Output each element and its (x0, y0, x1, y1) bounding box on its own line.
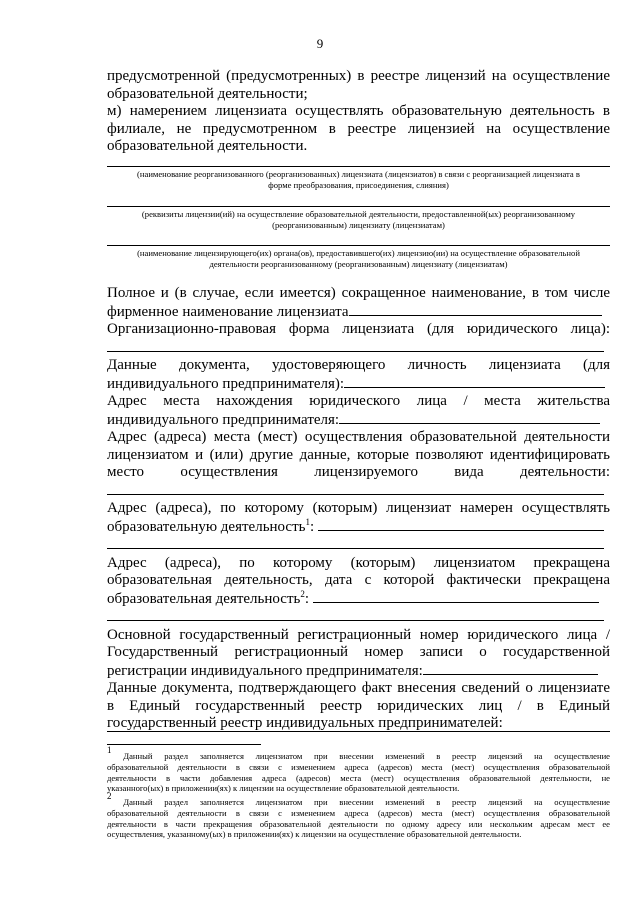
register-doc-field[interactable] (107, 731, 610, 732)
footnote-text: Данный раздел заполняется лицензиатом при внесении изменений в реестр лицензий на осуществление (123, 797, 610, 807)
activity-address-row (107, 482, 610, 501)
identity-doc-field[interactable] (344, 375, 605, 388)
address-label: индивидуального предпринимателя: (107, 411, 340, 428)
full-name-row (107, 303, 610, 322)
intended-address-row: образовательную деятельность$^1$: (107, 518, 610, 537)
intended-address-label: Адрес (адреса), по которому (которым) лицензиат намерен осуществлять (107, 500, 610, 516)
full-name-label: Полное и (в случае, если имеется) сокращенное наименование, в том числе (107, 285, 610, 301)
reorganized-licensee-caption (107, 169, 610, 191)
intended-address-label: образовательную деятельность (107, 518, 306, 535)
footnote-2 (107, 791, 610, 840)
footnote-line: указанного(ых) в приложении(ях) к лицензии на осуществление образовательной деятельности. (107, 783, 460, 794)
footnote-line: деятельности в части прекращения образовательной деятельности по одному адресу или нескольким адресам мест ее (107, 818, 610, 829)
footnote-line (107, 791, 610, 808)
address-label: Адрес места нахождения юридического лица / места жительства (107, 393, 610, 409)
address-row (107, 411, 610, 430)
identity-doc-row (107, 375, 610, 394)
footnote-ref[interactable]: 2 (300, 588, 305, 599)
terminated-address-label: образовательная деятельность (107, 590, 301, 607)
license-details-caption (107, 209, 610, 231)
identity-doc-label: Данные документа, удостоверяющего личность лицензиата (для (107, 357, 610, 373)
caption-line: форме преобразования, присоединения, слияния) (268, 180, 449, 190)
reorganized-licensee-name-field[interactable] (107, 166, 610, 167)
licensing-authority-field[interactable] (107, 245, 610, 246)
intended-address-field-2[interactable] (107, 536, 604, 549)
activity-address-field[interactable] (107, 482, 604, 495)
intended-address-row (107, 536, 610, 555)
intended-address-field[interactable] (318, 518, 604, 531)
footnote-ref[interactable]: 1 (305, 516, 310, 527)
terminated-address-row (107, 608, 610, 627)
identity-doc-label: индивидуального предпринимателя): (107, 375, 345, 392)
activity-address-label: Адрес (адреса) места (мест) осуществления образовательной деятельности (107, 429, 610, 445)
text-line: образовательной деятельности; (107, 85, 308, 102)
register-doc-label: Данные документа, подтверждающего факт внесения сведений о лицензиате (107, 680, 610, 696)
ogrn-field[interactable] (423, 662, 598, 675)
text-line: образовательной деятельности. (107, 138, 308, 154)
caption-line: деятельности реорганизованному (реорганизованным) лицензиату (лицензиатам) (209, 259, 508, 269)
footnote-mark: 2 (107, 791, 112, 801)
footnote-line (107, 745, 610, 762)
footnote-separator (107, 744, 261, 745)
footnote-line: образовательной деятельности в связи с изменением адреса (адресов) места (мест) осуществления образовательной (107, 807, 610, 818)
licensing-authority-caption (107, 248, 610, 270)
terminated-address-label: Адрес (адреса), по которому (которым) лицензиатом прекращена (107, 554, 610, 571)
footnote-mark: 1 (107, 745, 112, 755)
terminated-address-field-2[interactable] (107, 608, 604, 621)
ogrn-row (107, 662, 610, 681)
ogrn-label: Основной государственный регистрационный номер юридического лица / (107, 626, 610, 643)
activity-address-label: место осуществления лицензируемого вида деятельности: (107, 464, 610, 480)
caption-line: (реорганизованным) лицензиату (лицензиатам) (272, 220, 445, 230)
address-field[interactable] (339, 411, 600, 424)
form-fields (107, 285, 610, 733)
ogrn-label: регистрации индивидуального предпринимателя: (107, 662, 423, 679)
text-line: м) намерением лицензиата осуществлять образовательную деятельность в (107, 103, 610, 119)
org-form-label: Организационно-правовая форма лицензиата (для юридического лица): (107, 321, 610, 337)
page-number: 9 (316, 36, 324, 51)
footnote-1 (107, 745, 610, 794)
footnote-line: образовательной деятельности в связи с изменением адреса (адресов) места (мест) осуществления образовательной (107, 761, 610, 772)
footnote-text: Данный раздел заполняется лицензиатом при внесении изменений в реестр лицензий на осуществление (123, 751, 610, 761)
text-line: предусмотренной (предусмотренных) в реестре лицензий на осуществление (107, 68, 610, 84)
org-form-row (107, 339, 610, 358)
license-details-field[interactable] (107, 206, 610, 207)
terminated-address-field[interactable] (313, 590, 599, 603)
caption-line: (наименование лицензирующего(их) органа(ов), предоставившего(их) лицензию(ии) на осуществление образовательной (137, 248, 580, 258)
full-name-label: фирменное наименование лицензиата (107, 303, 349, 320)
caption-line: (наименование реорганизованного (реорганизованных) лицензиата (лицензиатов) в связи с реорганизацией лицензиата в (137, 169, 580, 179)
org-form-field[interactable] (107, 339, 604, 352)
footnote-line: деятельности в части добавления адреса (адресов) места (мест) осуществления образовательной деятельности, не (107, 772, 610, 783)
footnote-line: осуществления, указанному(ых) в приложении(ях) к лицензии на осуществление образовательной деятельности. (107, 829, 522, 840)
terminated-address-row: образовательная деятельность$^2$: (107, 590, 610, 609)
register-doc-label: государственный реестр индивидуальных предпринимателей: (107, 715, 503, 731)
terminated-address-label: образовательная деятельность, дата с которой фактически прекращена (107, 572, 610, 588)
activity-address-label: лицензиатом и (или) другие данные, которые позволяют идентифицировать (107, 446, 610, 463)
full-name-field[interactable] (349, 303, 602, 316)
intro-paragraph (107, 68, 610, 156)
caption-line: (реквизиты лицензии(ий) на осуществление образовательной деятельности, предоставленной(ых) реорганизованному (141, 209, 576, 219)
register-doc-label: в Единый государственный реестр юридических лиц / в Единый (107, 697, 610, 714)
ogrn-label: Государственный регистрационный номер записи о государственной (107, 644, 610, 660)
text-line: филиале, не предусмотренном в реестре лицензией на осуществление (107, 120, 610, 137)
